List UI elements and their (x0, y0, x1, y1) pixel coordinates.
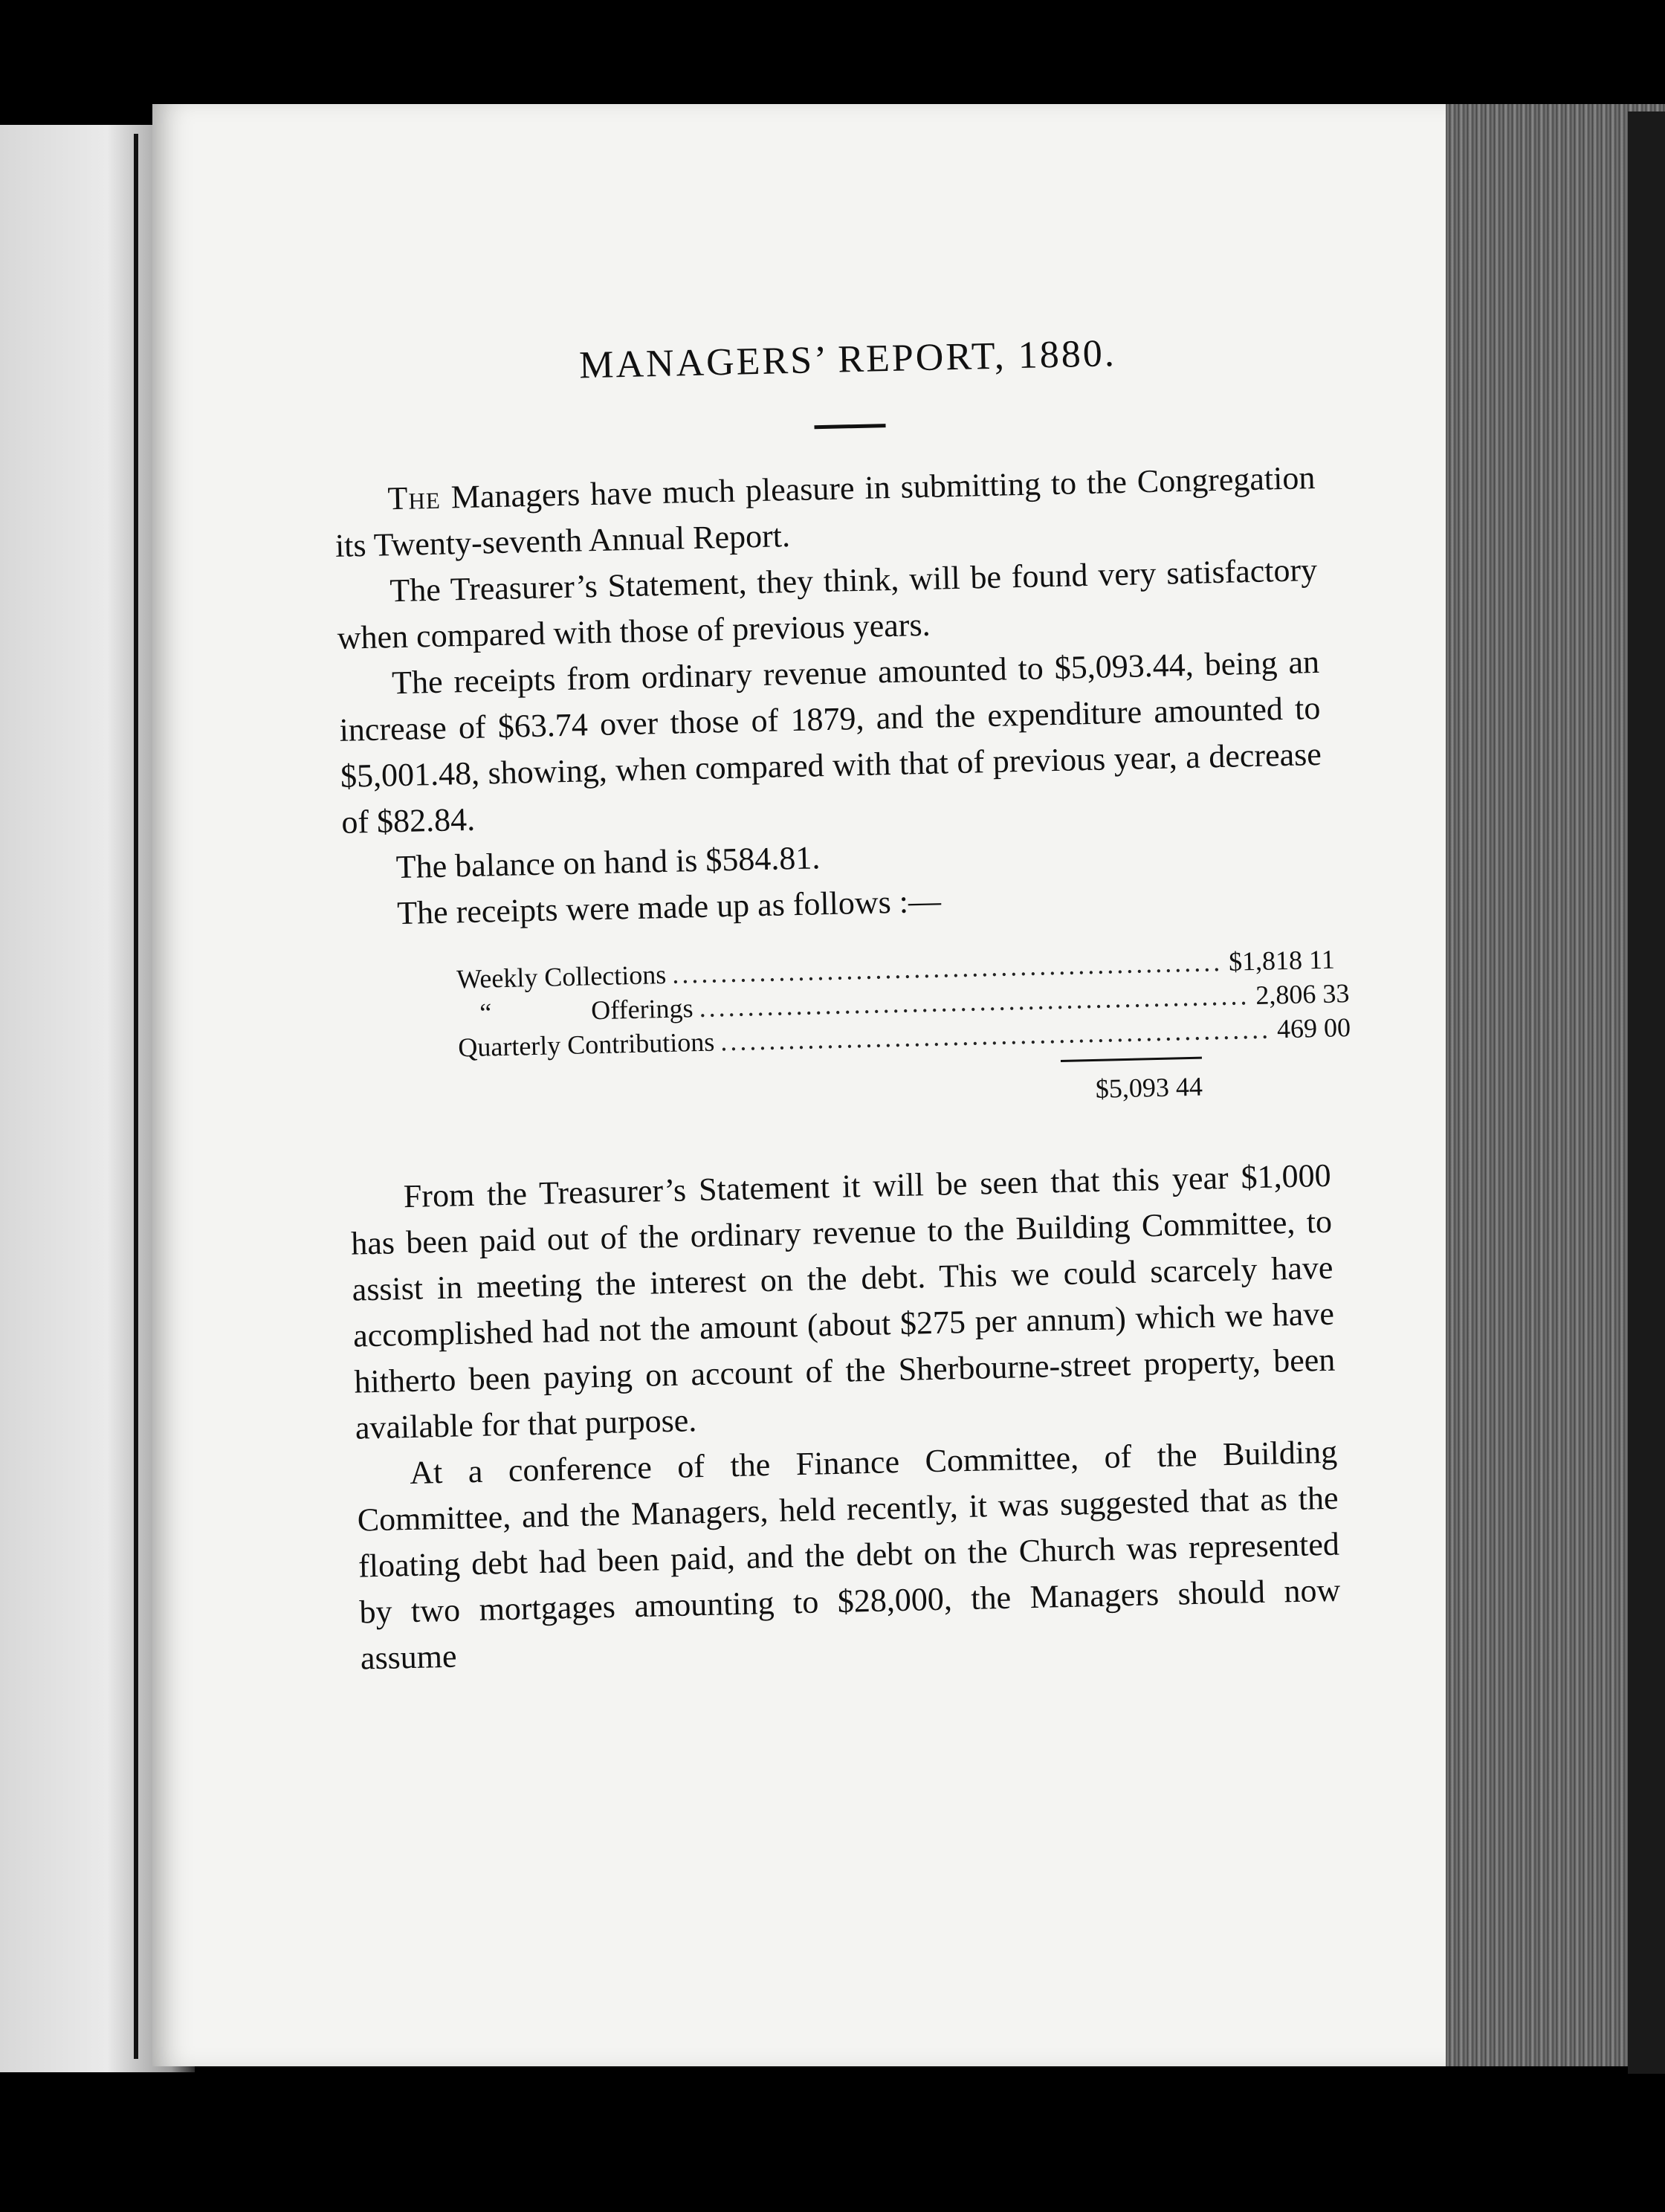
leader-dots: ......................................................... (699, 980, 1250, 1023)
total-rule (1061, 1057, 1202, 1062)
book-gutter (134, 134, 138, 2059)
paragraph-receipts-summary: The receipts from ordinary revenue amounted to $5,093.44, being an increase of $63.74 over those of 1879, and the expenditure amounted to $5,001.48, showing, when compared with that of previous year, a decrease of $82.84. (339, 643, 1322, 841)
title-rule (814, 424, 885, 429)
book-cover-edge (1628, 111, 1665, 2074)
receipt-amount: 2,806 33 (1255, 978, 1350, 1010)
para-lead-word: The (387, 479, 442, 517)
leader-dots: ......................................................... (671, 946, 1223, 989)
paragraph-conference: At a conference of the Finance Committee, of the Building Committee, and the Managers, held recently, it was suggested that as the floating debt had been paid, and the debt on the Church was represented by two mortgages amounting to $28,000, the Managers should now assume (357, 1433, 1341, 1677)
paragraph-balance: The balance on hand is $584.81. (395, 839, 821, 886)
document-page (152, 104, 1446, 2066)
receipt-label: Offerings (590, 993, 694, 1026)
page-text-block (331, 327, 1351, 1681)
receipts-total: $5,093 44 (1095, 1071, 1203, 1104)
receipt-label: Weekly Collections (456, 959, 667, 995)
para-intro-text: Managers have much pleasure in submitting to the Congregation its Twenty-seventh Annual Report. (334, 459, 1316, 564)
page-title: MANAGERS’ REPORT, 1880. (578, 332, 1117, 387)
receipt-label-wrap (457, 991, 694, 1030)
paragraph-receipts-intro: The receipts were made up as follows :— (396, 882, 942, 932)
ditto-mark: “ (479, 997, 492, 1028)
paragraph-statement: The Treasurer’s Statement, they think, will be found very satisfactory when compared with those of previous years. (337, 551, 1318, 656)
paragraph-building-committee: From the Treasurer’s Statement it will be seen that this year $1,000 has been paid out of the ordinary revenue to the Building Committee, to assist in meeting the interest on the debt. This we could scarcely have accomplished had not the amount (about $275 per annum) which we have hitherto been paying on account of the Sherbourne-street property, been available for that purpose. (350, 1157, 1336, 1446)
receipts-table (456, 944, 1351, 1121)
receipt-label: Quarterly Contributions (457, 1026, 715, 1063)
receipt-amount: 469 00 (1276, 1012, 1351, 1044)
leader-dots: ......................................................... (720, 1014, 1272, 1057)
receipt-amount: $1,818 11 (1228, 944, 1336, 977)
